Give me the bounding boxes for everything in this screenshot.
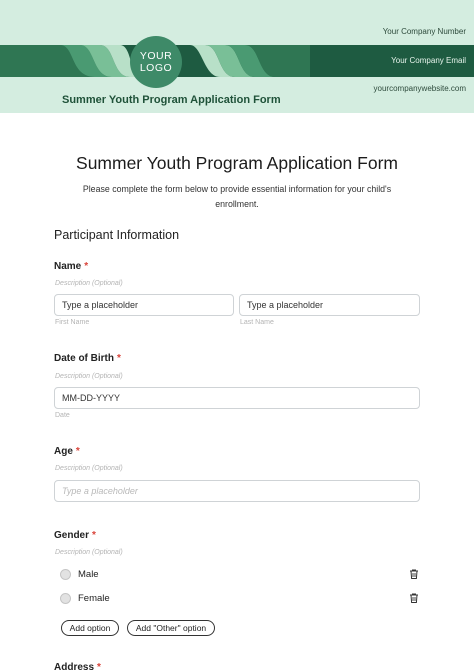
dob-description: Description (Optional) (55, 373, 123, 380)
required-mark: * (75, 446, 80, 457)
age-description: Description (Optional) (55, 465, 123, 472)
dob-sublabel: Date (55, 412, 70, 419)
left-wave-decoration (0, 45, 140, 77)
first-name-input[interactable]: Type a placeholder (54, 294, 234, 316)
name-label (54, 261, 88, 272)
right-wave-decoration (190, 45, 310, 77)
first-name-sublabel: First Name (55, 319, 90, 326)
gender-label (54, 530, 96, 541)
gender-option-label: Female (78, 592, 110, 604)
dob-label-text: Date of Birth (54, 353, 114, 364)
gender-description: Description (Optional) (55, 549, 123, 556)
gender-label-text: Gender (54, 530, 90, 541)
required-mark: * (117, 353, 121, 364)
required-mark: * (92, 530, 96, 541)
age-input[interactable]: Type a placeholder (54, 480, 420, 502)
logo-text-line1: YOUR (139, 50, 173, 62)
address-label (54, 662, 101, 671)
header-title: Summer Youth Program Application Form (62, 94, 281, 106)
required-mark: * (84, 261, 89, 272)
name-description: Description (Optional) (55, 280, 123, 287)
gender-option-female[interactable] (60, 590, 420, 606)
dob-label (54, 353, 121, 364)
page-header (0, 0, 474, 113)
age-label (54, 446, 80, 457)
company-number: Your Company Number (382, 27, 466, 36)
trash-icon[interactable] (408, 592, 420, 604)
add-other-option-button[interactable]: Add "Other" option (127, 620, 215, 636)
radio-button[interactable] (60, 569, 71, 580)
required-mark: * (97, 662, 101, 671)
section-title: Participant Information (54, 228, 180, 242)
name-label-text: Name (54, 261, 82, 272)
form-intro: Please complete the form below to provide essential information for your child's enrollment. (82, 184, 392, 209)
trash-icon[interactable] (408, 568, 420, 580)
address-label-text: Address (54, 662, 95, 671)
company-email: Your Company Email (391, 56, 466, 65)
age-label-text: Age (54, 446, 73, 457)
radio-button[interactable] (60, 593, 71, 604)
last-name-sublabel: Last Name (240, 319, 274, 326)
company-website: yourcompanywebsite.com (373, 84, 466, 93)
last-name-input[interactable]: Type a placeholder (239, 294, 420, 316)
form-title: Summer Youth Program Application Form (76, 153, 398, 173)
company-logo (130, 36, 182, 88)
gender-option-male[interactable] (60, 566, 420, 582)
gender-option-label: Male (78, 568, 99, 580)
dob-input[interactable]: MM-DD-YYYY (54, 387, 420, 409)
add-option-button[interactable]: Add option (61, 620, 119, 636)
logo-text-line2: LOGO (139, 62, 173, 74)
